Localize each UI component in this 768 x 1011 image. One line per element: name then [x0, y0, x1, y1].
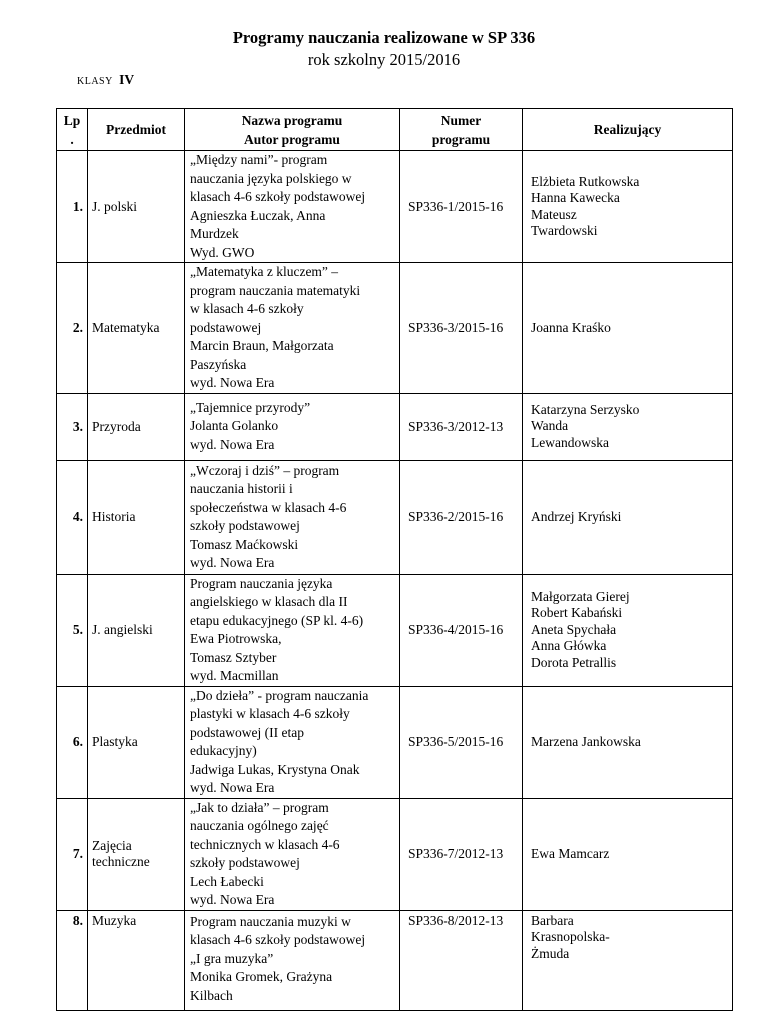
- subject-cell: Przyroda: [88, 393, 185, 460]
- program-line: Paszyńska: [190, 356, 247, 372]
- teacher-name: Aneta Spychała: [531, 621, 617, 637]
- header-numer: [400, 109, 523, 151]
- header-numer-line2: programu: [431, 131, 491, 147]
- table-row: [57, 910, 733, 1010]
- teachers-cell: [523, 263, 733, 394]
- program-line: „Do dzieła” - program nauczania: [190, 687, 369, 703]
- program-line: Tomasz Sztyber: [190, 649, 277, 665]
- row-number: 5.: [57, 574, 88, 686]
- row-number: 7.: [57, 798, 88, 910]
- program-number-cell: SP336-3/2015-16: [400, 263, 523, 394]
- program-line: Kilbach: [190, 987, 233, 1003]
- program-line: edukacyjny): [190, 743, 257, 758]
- teachers-cell: [523, 151, 733, 263]
- program-number-cell: SP336-7/2012-13: [400, 798, 523, 910]
- teacher-name: Lewandowska: [531, 434, 609, 450]
- program-line: społeczeństwa w klasach 4-6: [190, 499, 347, 515]
- program-line: „Między nami”- program: [190, 152, 328, 167]
- subject-cell: J. angielski: [88, 574, 185, 686]
- program-line: wyd. Nowa Era: [190, 780, 275, 795]
- program-line: Agnieszka Łuczak, Anna: [190, 207, 326, 223]
- program-line: technicznych w klasach 4-6: [190, 836, 340, 852]
- teacher-name: Elżbieta Rutkowska: [531, 173, 640, 189]
- subject-cell: J. polski: [88, 151, 185, 263]
- subject-line: Zajęcia: [92, 838, 132, 853]
- program-line: wyd. Macmillan: [190, 668, 279, 683]
- program-line: wyd. Nowa Era: [190, 375, 275, 390]
- row-number: 4.: [57, 460, 88, 574]
- program-line: Program nauczania muzyki w: [190, 913, 351, 929]
- program-number-cell: SP336-8/2012-13: [400, 910, 523, 1010]
- teacher-name: Krasnopolska-: [531, 929, 610, 944]
- table-row: [57, 263, 733, 394]
- teacher-name: Ewa Mamcarz: [531, 845, 610, 861]
- program-line: szkoły podstawowej: [190, 518, 300, 533]
- header-lp-line1: Lp: [63, 112, 81, 128]
- programs-table: [56, 108, 733, 1011]
- teacher-name: Anna Główka: [531, 638, 607, 654]
- teachers-cell: [523, 910, 733, 1010]
- class-level-value: IV: [119, 72, 135, 87]
- program-line: nauczania historii i: [190, 481, 293, 496]
- table-row: [57, 686, 733, 798]
- program-line: etapu edukacyjnego (SP kl. 4-6): [190, 612, 364, 628]
- program-cell: [185, 151, 400, 263]
- program-line: Marcin Braun, Małgorzata: [190, 338, 334, 353]
- row-number: 1.: [57, 151, 88, 263]
- program-line: Jadwiga Lukas, Krystyna Onak: [190, 761, 360, 777]
- table-row: [57, 393, 733, 460]
- row-number: 2.: [57, 263, 88, 394]
- table-row: [57, 798, 733, 910]
- subject-cell: Matematyka: [88, 263, 185, 394]
- program-line: podstawowej (II etap: [190, 724, 304, 740]
- teacher-name: Hanna Kawecka: [531, 190, 620, 205]
- teacher-name: Marzena Jankowska: [531, 733, 641, 749]
- program-line: w klasach 4-6 szkoły: [190, 301, 304, 316]
- teacher-name: Robert Kabański: [531, 605, 623, 621]
- teacher-name: Andrzej Kryński: [531, 508, 622, 524]
- program-cell: [185, 393, 400, 460]
- program-line: Murdzek: [190, 226, 239, 241]
- program-line: nauczania języka polskiego w: [190, 170, 352, 186]
- program-line: Tomasz Maćkowski: [190, 536, 299, 552]
- program-cell: [185, 574, 400, 686]
- document-title: Programy nauczania realizowane w SP 336: [232, 28, 536, 47]
- program-number-cell: SP336-5/2015-16: [400, 686, 523, 798]
- program-line: „I gra muzyka”: [190, 950, 274, 966]
- header-lp: [57, 109, 88, 151]
- program-line: „Wczoraj i dziś” – program: [190, 462, 340, 478]
- subject-line: techniczne: [92, 854, 150, 869]
- teacher-name: Barbara: [531, 912, 574, 928]
- program-line: Wyd. GWO: [190, 244, 255, 260]
- program-line: plastyki w klasach 4-6 szkoły: [190, 706, 350, 721]
- program-line: „Matematyka z kluczem” –: [190, 264, 339, 279]
- program-line: Program nauczania języka: [190, 575, 333, 591]
- program-cell: [185, 910, 400, 1010]
- teachers-cell: [523, 460, 733, 574]
- subject-cell: Historia: [88, 460, 185, 574]
- subject-cell: [88, 798, 185, 910]
- program-line: Monika Gromek, Grażyna: [190, 969, 333, 984]
- program-line: Jolanta Golanko: [190, 418, 279, 434]
- program-cell: [185, 686, 400, 798]
- teacher-name: Żmuda: [531, 945, 570, 961]
- program-line: klasach 4-6 szkoły podstawowej: [190, 932, 366, 947]
- program-line: „Jak to działa” – program: [190, 799, 329, 815]
- teacher-name: Joanna Kraśko: [531, 319, 611, 335]
- program-line: „Tajemnice przyrody”: [190, 399, 311, 415]
- program-number-cell: SP336-3/2012-13: [400, 393, 523, 460]
- program-line: szkoły podstawowej: [190, 855, 300, 870]
- teacher-name: Małgorzata Gierej: [531, 588, 630, 604]
- teacher-name: Twardowski: [531, 223, 598, 238]
- subject-cell: Muzyka: [88, 910, 185, 1010]
- row-number: 3.: [57, 393, 88, 460]
- subject-cell: Plastyka: [88, 686, 185, 798]
- program-line: Ewa Piotrowska,: [190, 631, 282, 646]
- header-realizujacy: Realizujący: [523, 109, 733, 151]
- program-number-cell: SP336-1/2015-16: [400, 151, 523, 263]
- header-przedmiot: Przedmiot: [88, 109, 185, 151]
- header-nazwa-line2: Autor programu: [244, 131, 340, 147]
- row-number: 6.: [57, 686, 88, 798]
- school-year: rok szkolny 2015/2016: [307, 50, 461, 69]
- row-number: 8.: [57, 910, 88, 1010]
- teacher-name: Katarzyna Serzysko: [531, 401, 640, 417]
- table-header-row: [57, 109, 733, 151]
- table-row: [57, 460, 733, 574]
- teacher-name: Wanda: [531, 418, 569, 434]
- program-number-cell: SP336-4/2015-16: [400, 574, 523, 686]
- teachers-cell: [523, 686, 733, 798]
- teacher-name: Dorota Petrallis: [531, 654, 617, 670]
- table-body: [57, 151, 733, 1011]
- class-level-label: KLASY: [77, 76, 113, 87]
- program-line: wyd. Nowa Era: [190, 892, 275, 907]
- program-cell: [185, 798, 400, 910]
- program-line: angielskiego w klasach dla II: [190, 594, 348, 609]
- program-cell: [185, 263, 400, 394]
- header-nazwa-line1: Nazwa programu: [241, 112, 343, 128]
- program-line: program nauczania matematyki: [190, 282, 361, 298]
- table-row: [57, 574, 733, 686]
- program-line: Lech Łabecki: [190, 873, 264, 889]
- program-number-cell: SP336-2/2015-16: [400, 460, 523, 574]
- class-level: [77, 72, 134, 88]
- program-line: podstawowej: [190, 319, 262, 335]
- program-line: wyd. Nowa Era: [190, 436, 275, 452]
- header-numer-line1: Numer: [440, 112, 482, 128]
- program-cell: [185, 460, 400, 574]
- teachers-cell: [523, 798, 733, 910]
- program-line: wyd. Nowa Era: [190, 555, 275, 570]
- program-line: klasach 4-6 szkoły podstawowej: [190, 189, 366, 204]
- header-nazwa: [185, 109, 400, 151]
- teachers-cell: [523, 393, 733, 460]
- teacher-name: Mateusz: [531, 206, 577, 222]
- teachers-cell: [523, 574, 733, 686]
- program-line: nauczania ogólnego zajęć: [190, 818, 329, 833]
- header-lp-line2: .: [70, 131, 74, 147]
- table-row: [57, 151, 733, 263]
